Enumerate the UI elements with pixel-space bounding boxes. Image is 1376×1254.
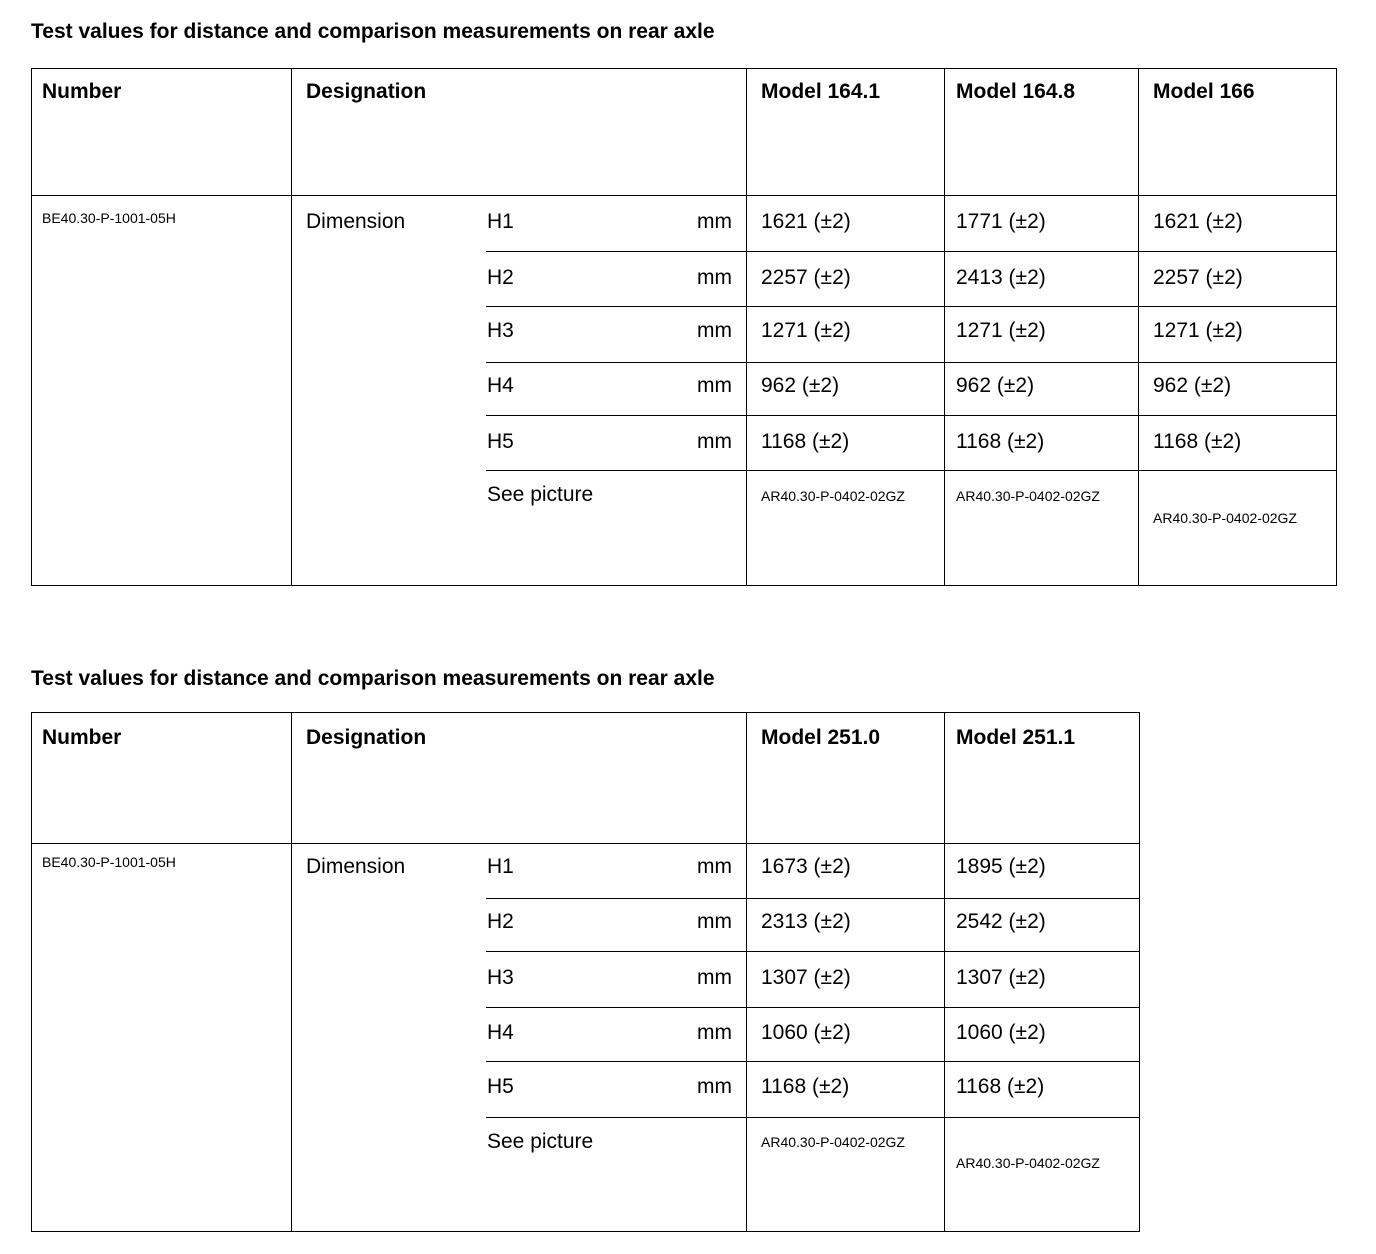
- table-2-title: Test values for distance and comparison measurements on rear axle: [31, 667, 715, 690]
- table-2-divider: [486, 1117, 1140, 1118]
- table-1-divider: [486, 306, 1337, 307]
- unit-label: mm: [697, 910, 732, 933]
- number-cell: BE40.30-P-1001-05H: [42, 854, 176, 870]
- table-2-divider: [944, 712, 945, 1232]
- value-cell: 1168 (±2): [761, 430, 850, 453]
- header-model: Model 164.8: [956, 80, 1076, 103]
- unit-label: mm: [697, 266, 732, 289]
- picture-reference: AR40.30-P-0402-02GZ: [1153, 510, 1297, 526]
- header-model: Model 164.1: [761, 80, 881, 103]
- see-picture-label: See picture: [487, 1130, 594, 1153]
- table-1-divider: [944, 68, 945, 586]
- header-designation: Designation: [306, 726, 427, 749]
- row-label: H4: [487, 374, 514, 397]
- table-1-divider: [1138, 68, 1139, 586]
- value-cell: 1621 (±2): [1153, 210, 1243, 233]
- unit-label: mm: [697, 966, 732, 989]
- row-label: H3: [487, 966, 514, 989]
- unit-label: mm: [697, 1075, 732, 1098]
- table-1-title: Test values for distance and comparison measurements on rear axle: [31, 20, 715, 43]
- table-2-divider: [746, 712, 747, 1232]
- value-cell: 1168 (±2): [1153, 430, 1242, 453]
- table-1: [31, 68, 1337, 586]
- table-2-divider: [31, 843, 1140, 844]
- value-cell: 1060 (±2): [956, 1021, 1046, 1044]
- value-cell: 962 (±2): [956, 374, 1035, 397]
- row-label: H4: [487, 1021, 514, 1044]
- table-2-divider: [486, 898, 1140, 899]
- value-cell: 1168 (±2): [761, 1075, 850, 1098]
- table-2-divider: [486, 951, 1140, 952]
- row-label: H5: [487, 1075, 514, 1098]
- table-2-divider: [486, 1007, 1140, 1008]
- value-cell: 1621 (±2): [761, 210, 851, 233]
- row-label: H3: [487, 319, 514, 342]
- header-number: Number: [42, 726, 122, 749]
- value-cell: 1271 (±2): [956, 319, 1046, 342]
- table-1-divider: [486, 415, 1337, 416]
- table-1-divider: [746, 68, 747, 586]
- table-1-divider: [31, 195, 1337, 196]
- header-designation: Designation: [306, 80, 427, 103]
- row-label: H1: [487, 210, 514, 233]
- table-2-divider: [486, 1061, 1140, 1062]
- value-cell: 2257 (±2): [761, 266, 851, 289]
- unit-label: mm: [697, 319, 732, 342]
- value-cell: 2542 (±2): [956, 910, 1046, 933]
- row-label: H5: [487, 430, 514, 453]
- header-model: Model 166: [1153, 80, 1255, 103]
- value-cell: 1168 (±2): [956, 1075, 1045, 1098]
- value-cell: 1307 (±2): [956, 966, 1046, 989]
- value-cell: 2257 (±2): [1153, 266, 1243, 289]
- value-cell: 1271 (±2): [761, 319, 851, 342]
- header-model: Model 251.0: [761, 726, 881, 749]
- value-cell: 1673 (±2): [761, 855, 851, 878]
- row-label: H1: [487, 855, 514, 878]
- value-cell: 1771 (±2): [956, 210, 1046, 233]
- value-cell: 1307 (±2): [761, 966, 851, 989]
- group-label: Dimension: [306, 210, 406, 233]
- group-label: Dimension: [306, 855, 406, 878]
- picture-reference: AR40.30-P-0402-02GZ: [956, 488, 1100, 504]
- picture-reference: AR40.30-P-0402-02GZ: [761, 1134, 905, 1150]
- value-cell: 2313 (±2): [761, 910, 851, 933]
- value-cell: 2413 (±2): [956, 266, 1046, 289]
- unit-label: mm: [697, 374, 732, 397]
- table-1-divider: [486, 470, 1337, 471]
- number-cell: BE40.30-P-1001-05H: [42, 210, 176, 226]
- value-cell: 962 (±2): [761, 374, 840, 397]
- unit-label: mm: [697, 855, 732, 878]
- value-cell: 1271 (±2): [1153, 319, 1243, 342]
- table-2-divider: [291, 712, 292, 1232]
- see-picture-label: See picture: [487, 483, 594, 506]
- row-label: H2: [487, 266, 514, 289]
- table-1-divider: [486, 362, 1337, 363]
- table-1-divider: [291, 68, 292, 586]
- header-number: Number: [42, 80, 122, 103]
- picture-reference: AR40.30-P-0402-02GZ: [956, 1155, 1100, 1171]
- value-cell: 962 (±2): [1153, 374, 1232, 397]
- unit-label: mm: [697, 210, 732, 233]
- unit-label: mm: [697, 430, 732, 453]
- header-model: Model 251.1: [956, 726, 1076, 749]
- value-cell: 1060 (±2): [761, 1021, 851, 1044]
- row-label: H2: [487, 910, 514, 933]
- value-cell: 1168 (±2): [956, 430, 1045, 453]
- unit-label: mm: [697, 1021, 732, 1044]
- picture-reference: AR40.30-P-0402-02GZ: [761, 488, 905, 504]
- table-1-divider: [486, 251, 1337, 252]
- value-cell: 1895 (±2): [956, 855, 1046, 878]
